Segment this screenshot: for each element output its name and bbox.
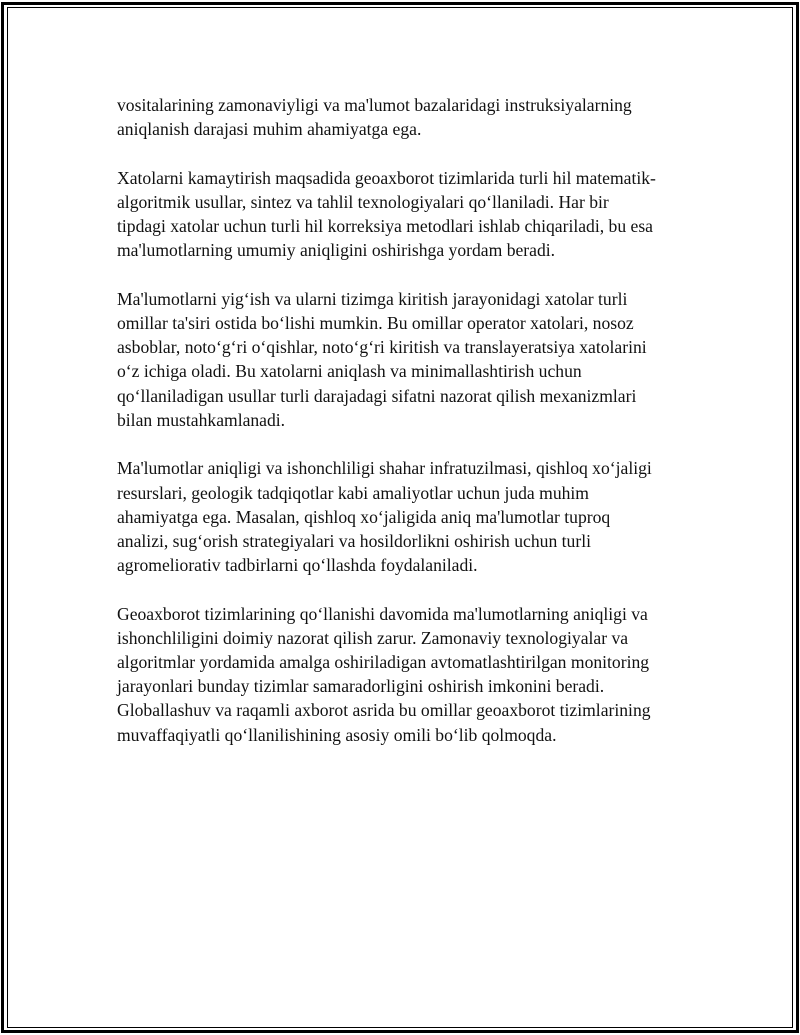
text-line: o‘z ichiga oladi. Bu xatolarni aniqlash va minimallashtirish uchun <box>117 361 582 382</box>
text-line: vositalarining zamonaviyligi va ma'lumot bazalaridagi instruksiyalarning <box>117 95 632 115</box>
paragraph-4 <box>117 456 687 577</box>
text-line: Geoaxborot tizimlarining qo‘llanishi davomida ma'lumotlarning aniqligi va <box>117 603 648 624</box>
text-line: asboblar, noto‘g‘ri o‘qishlar, noto‘g‘ri kiritish va translayeratsiya xatolarini <box>117 337 647 358</box>
text-line: ma'lumotlarning umumiy aniqligini oshirishga yordam beradi. <box>117 240 556 261</box>
text-line: Ma'lumotlar aniqligi va ishonchliligi shahar infratuzilmasi, qishloq xo‘jaligi <box>117 458 652 479</box>
paragraph-gap <box>117 141 687 165</box>
text-line: analizi, sug‘orish strategiyalari va hosildorlikni oshirish uchun turli <box>117 530 591 551</box>
paragraph-5 <box>117 602 687 747</box>
paragraph-gap <box>117 577 687 601</box>
text-line: muvaffaqiyatli qo‘llanilishining asosiy omili bo‘lib qolmoqda. <box>117 724 557 745</box>
document-body <box>117 93 687 747</box>
paragraph-1 <box>117 93 687 141</box>
paragraph-3 <box>117 287 687 432</box>
paragraph-2 <box>117 166 687 263</box>
text-line: qo‘llaniladigan usullar turli darajadagi sifatni nazorat qilish mexanizmlari <box>117 385 637 406</box>
text-line: resurslari, geologik tadqiqotlar kabi amaliyotlar uchun juda muhim <box>117 482 589 503</box>
text-line: aniqlanish darajasi muhim ahamiyatga ega. <box>117 119 422 140</box>
text-line: bilan mustahkamlanadi. <box>117 409 286 430</box>
text-line: tipdagi xatolar uchun turli hil korreksiya metodlari ishlab chiqariladi, bu esa <box>117 216 653 237</box>
text-line: jarayonlari bunday tizimlar samaradorligini oshirish imkonini beradi. <box>117 676 605 697</box>
paragraph-gap <box>117 432 687 456</box>
text-line: agromeliorativ tadbirlarni qo‘llashda foydalaniladi. <box>117 555 478 576</box>
text-line: ishonchliligini doimiy nazorat qilish zarur. Zamonaviy texnologiyalar va <box>117 627 629 648</box>
text-line: Xatolarni kamaytirish maqsadida geoaxborot tizimlarida turli hil matematik- <box>117 167 656 188</box>
text-line: algoritmik usullar, sintez va tahlil texnologiyalari qo‘llaniladi. Har bir <box>117 191 609 212</box>
paragraph-gap <box>117 263 687 287</box>
text-line: Globallashuv va raqamli axborot asrida bu omillar geoaxborot tizimlarining <box>117 700 651 721</box>
text-line: Ma'lumotlarni yig‘ish va ularni tizimga kiritish jarayonidagi xatolar turli <box>117 288 628 309</box>
text-line: algoritmlar yordamida amalga oshiriladigan avtomatlashtirilgan monitoring <box>117 652 650 673</box>
text-line: omillar ta'siri ostida bo‘lishi mumkin. Bu omillar operator xatolari, nosoz <box>117 313 634 334</box>
text-line: ahamiyatga ega. Masalan, qishloq xo‘jaligida aniq ma'lumotlar tuproq <box>117 506 611 527</box>
